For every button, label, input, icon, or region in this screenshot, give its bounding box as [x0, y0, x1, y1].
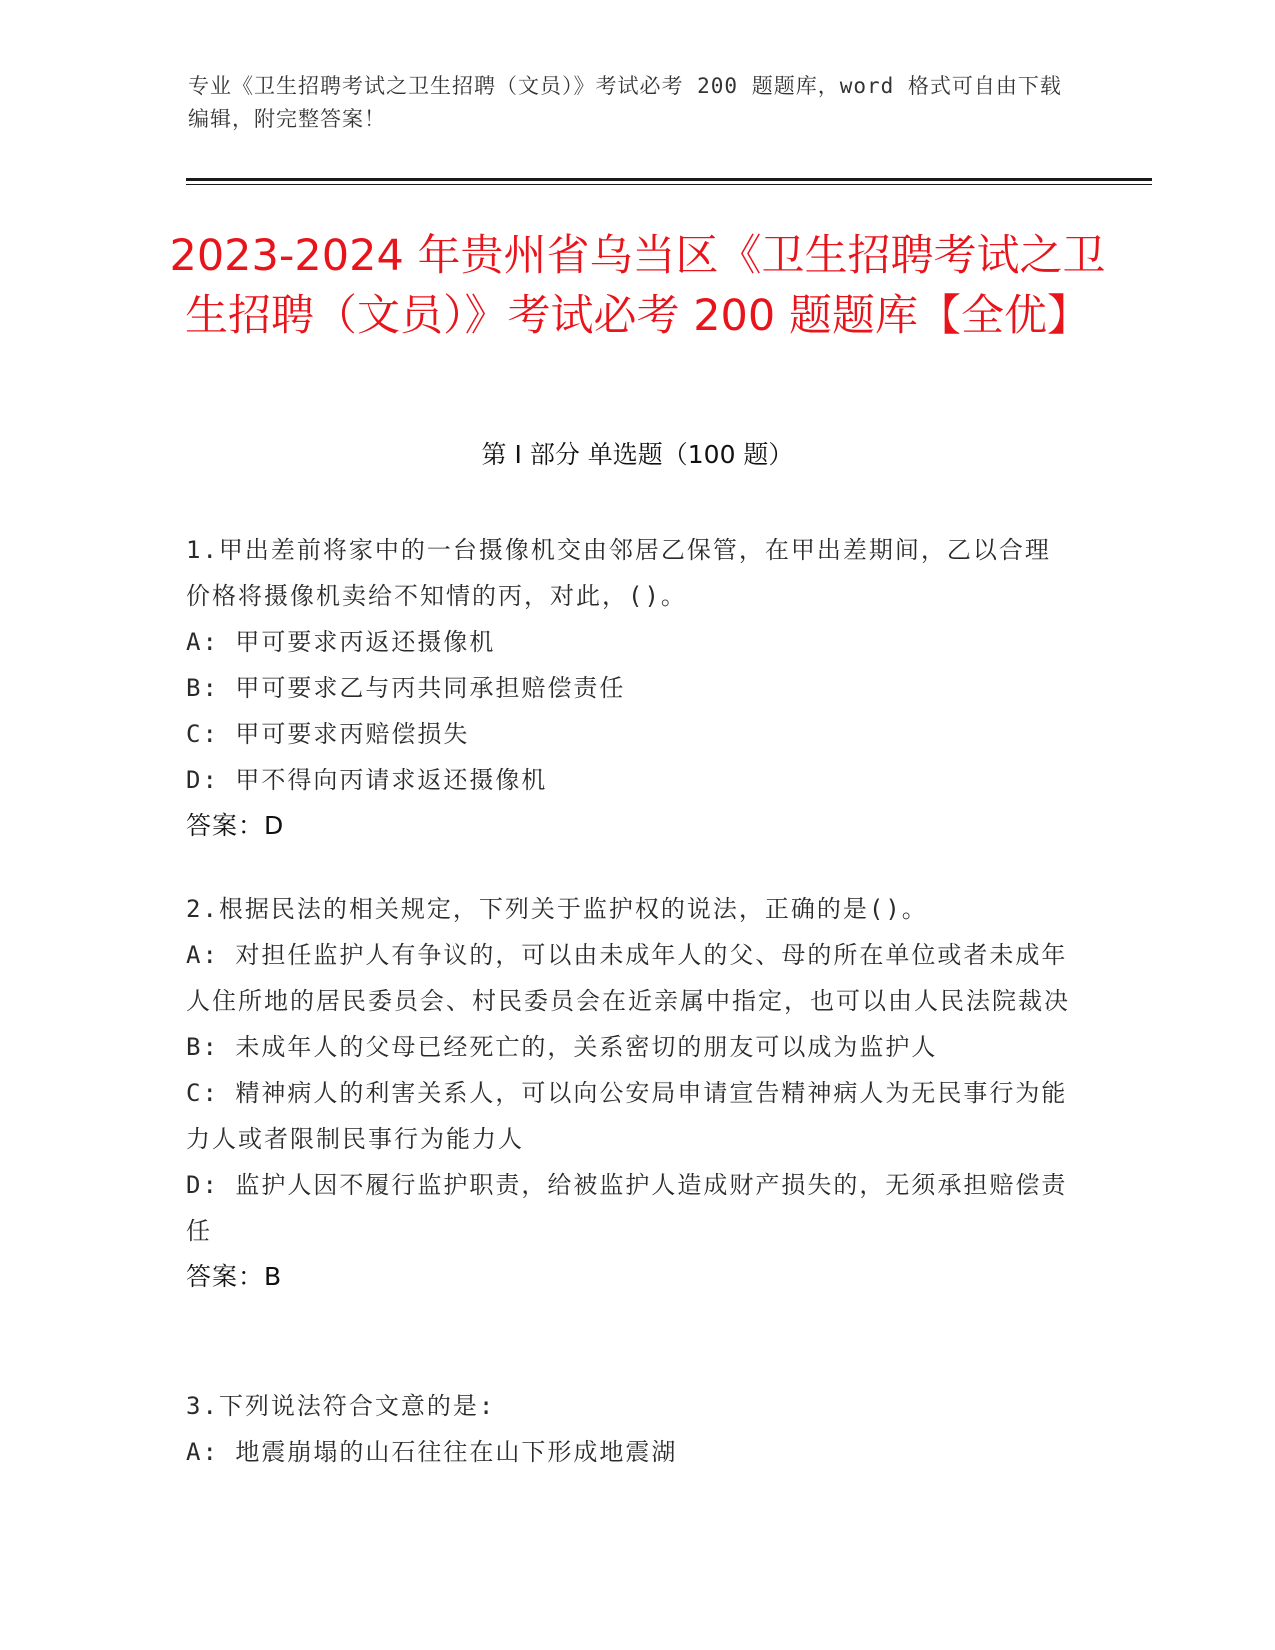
header-divider-thin	[186, 184, 1152, 185]
option-b: B: 未成年人的父母已经死亡的，关系密切的朋友可以成为监护人	[186, 1033, 938, 1061]
option-c: C: 精神病人的利害关系人，可以向公安局申请宣告精神病人为无民事行为能力人或者限制民事行为能力人	[186, 1079, 1068, 1153]
section-heading: 第 I 部分 单选题（100 题）	[481, 440, 794, 469]
option-a: A: 地震崩塌的山石往往在山下形成地震湖	[186, 1438, 678, 1466]
document-title: 2023-2024 年贵州省乌当区《卫生招聘考试之卫生招聘（文员）》考试必考 200 题题库【全优】	[169, 231, 1106, 341]
question-1	[186, 527, 1076, 849]
question-stem: 3.下列说法符合文意的是:	[186, 1392, 496, 1420]
option-d: D: 甲不得向丙请求返还摄像机	[186, 766, 548, 794]
question-stem: 2.根据民法的相关规定，下列关于监护权的说法，正确的是()。	[186, 895, 928, 923]
answer: 答案：B	[186, 1262, 283, 1291]
option-c: C: 甲可要求丙赔偿损失	[186, 720, 470, 748]
header-note: 专业《卫生招聘考试之卫生招聘（文员）》考试必考 200 题题库，word 格式可自由下载编辑，附完整答案！	[188, 74, 1062, 131]
answer: 答案：D	[186, 811, 285, 840]
option-d: D: 监护人因不履行监护职责，给被监护人造成财产损失的，无须承担赔偿责任	[186, 1171, 1068, 1245]
option-a: A: 甲可要求丙返还摄像机	[186, 628, 496, 656]
header-divider-thick	[186, 178, 1152, 181]
question-3	[186, 1383, 1076, 1475]
option-a: A: 对担任监护人有争议的，可以由未成年人的父、母的所在单位或者未成年人住所地的居民委员会、村民委员会在近亲属中指定，也可以由人民法院裁决	[186, 941, 1070, 1015]
question-2	[186, 886, 1076, 1300]
option-b: B: 甲可要求乙与丙共同承担赔偿责任	[186, 674, 626, 702]
question-stem: 1.甲出差前将家中的一台摄像机交由邻居乙保管，在甲出差期间，乙以合理价格将摄像机卖给不知情的丙，对此，()。	[186, 536, 1051, 610]
